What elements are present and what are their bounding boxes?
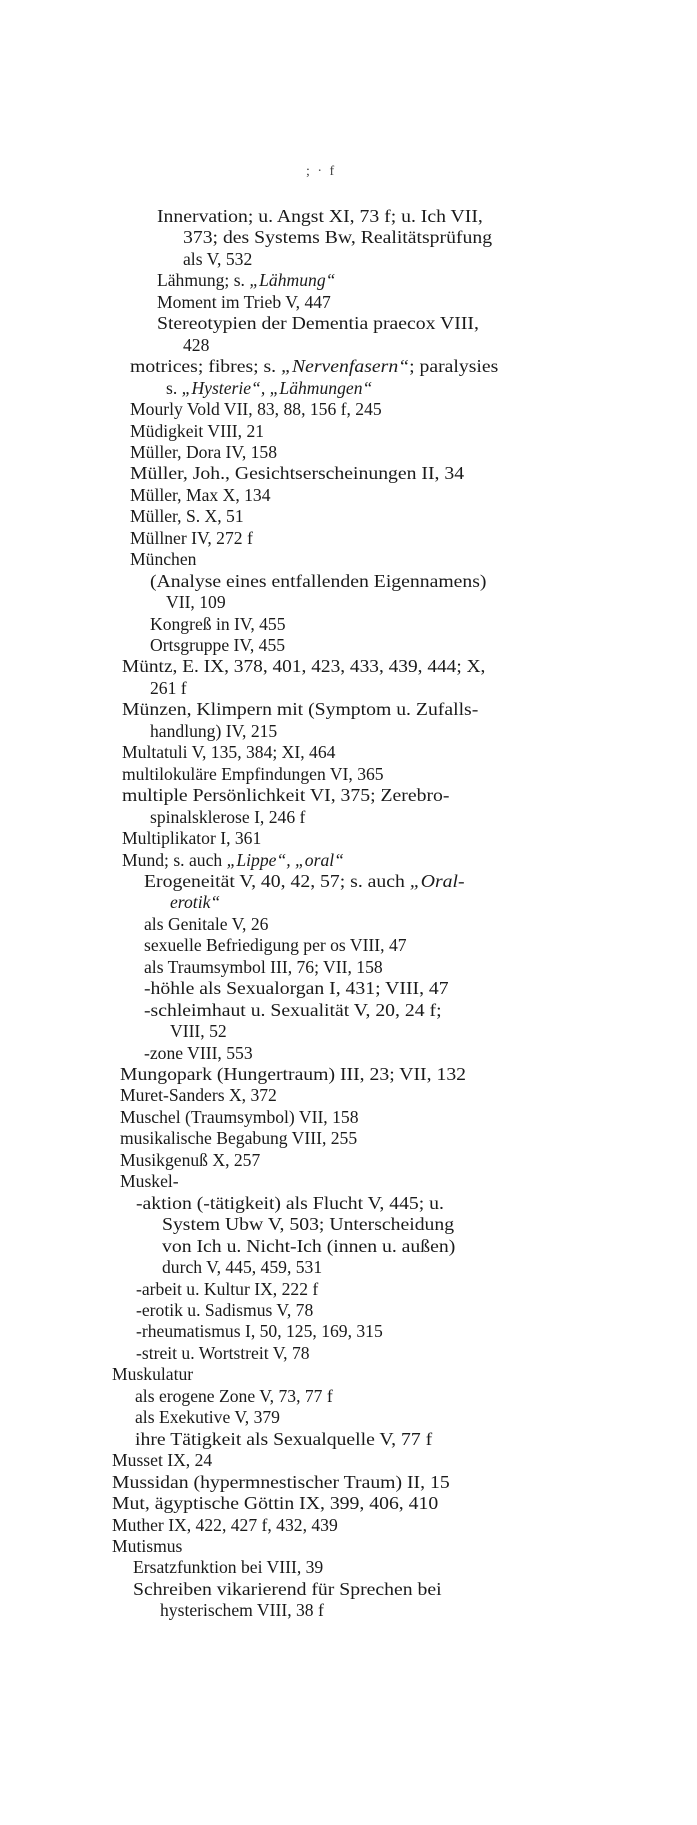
index-line bbox=[112, 1493, 438, 1513]
index-text: Kongreß in IV, 455 bbox=[150, 613, 286, 634]
index-text: ; paralysies bbox=[409, 356, 499, 377]
index-line bbox=[130, 463, 464, 483]
index-line bbox=[144, 935, 407, 955]
index-text: Mourly Vold VII, 83, 88, 156 f, 245 bbox=[130, 399, 382, 419]
index-line bbox=[162, 1257, 322, 1277]
index-line bbox=[183, 227, 492, 247]
index-line bbox=[144, 957, 383, 977]
index-text: sexuelle Befriedigung per os VIII, 47 bbox=[144, 935, 407, 956]
index-line bbox=[122, 764, 384, 784]
index-line bbox=[130, 528, 253, 548]
index-text: -schleimhaut u. Sexualität V, 20, 24 f; bbox=[144, 999, 442, 1020]
index-text: multilokuläre Empfindungen VI, 365 bbox=[122, 763, 384, 784]
index-text: 428 bbox=[183, 334, 210, 355]
index-text: Muret-Sanders X, 372 bbox=[120, 1085, 277, 1106]
index-line bbox=[130, 442, 277, 462]
index-line bbox=[130, 399, 382, 419]
index-line bbox=[122, 850, 344, 870]
index-line bbox=[112, 1472, 450, 1492]
index-line bbox=[166, 592, 226, 612]
index-text: Müller, Dora IV, 158 bbox=[130, 441, 278, 462]
index-text: 373; des Systems Bw, Realitätsprüfung bbox=[183, 227, 493, 248]
index-text: Münzen, Klimpern mit (Symptom u. Zufalls- bbox=[122, 699, 479, 720]
index-italic-text: „Lippe“, „oral“ bbox=[226, 849, 344, 870]
index-text: Müllner IV, 272 f bbox=[130, 527, 253, 548]
index-line bbox=[150, 571, 487, 591]
index-line bbox=[144, 1043, 253, 1063]
index-line bbox=[133, 1579, 442, 1599]
index-text: Muschel (Traumsymbol) VII, 158 bbox=[120, 1106, 359, 1127]
index-text: Muskulatur bbox=[112, 1364, 194, 1385]
index-line bbox=[170, 892, 220, 912]
index-line bbox=[150, 678, 187, 698]
index-text: Moment im Trieb V, 447 bbox=[157, 291, 331, 312]
index-text: -streit u. Wortstreit V, 78 bbox=[136, 1342, 310, 1363]
index-text: -zone VIII, 553 bbox=[144, 1042, 253, 1063]
index-line bbox=[136, 1343, 310, 1363]
index-line bbox=[122, 828, 261, 848]
index-line bbox=[133, 1557, 323, 1577]
index-line bbox=[112, 1450, 212, 1470]
index-line bbox=[144, 978, 449, 998]
index-text: -höhle als Sexualorgan I, 431; VIII, 47 bbox=[144, 978, 449, 999]
index-line bbox=[150, 614, 286, 634]
index-text: Müller, Max X, 134 bbox=[130, 484, 271, 505]
index-text: Mutismus bbox=[112, 1535, 183, 1556]
index-text: Mut, ägyptische Göttin IX, 399, 406, 410 bbox=[112, 1493, 439, 1513]
index-line bbox=[130, 356, 498, 376]
index-line bbox=[120, 1107, 359, 1127]
index-text: durch V, 445, 459, 531 bbox=[162, 1257, 323, 1277]
index-line bbox=[183, 249, 252, 269]
index-text: Lähmung; s. bbox=[157, 270, 250, 291]
index-text: München bbox=[130, 549, 197, 570]
index-italic-text: „Lähmung“ bbox=[249, 270, 336, 291]
index-text: Musikgenuß X, 257 bbox=[120, 1149, 261, 1170]
index-text: Muther IX, 422, 427 f, 432, 439 bbox=[112, 1514, 338, 1535]
index-line bbox=[135, 1407, 280, 1427]
index-text: ihre Tätigkeit als Sexualquelle V, 77 f bbox=[135, 1428, 433, 1449]
index-line bbox=[162, 1214, 454, 1234]
index-text: VIII, 52 bbox=[170, 1021, 227, 1042]
index-text: VII, 109 bbox=[166, 592, 226, 613]
index-line bbox=[135, 1386, 333, 1406]
index-line bbox=[162, 1236, 455, 1256]
index-text: als Exekutive V, 379 bbox=[135, 1407, 280, 1428]
index-line bbox=[136, 1300, 313, 1320]
index-text: handlung) IV, 215 bbox=[150, 720, 278, 741]
index-text: 261 f bbox=[150, 677, 187, 698]
page-marker: ; · f bbox=[306, 164, 337, 179]
index-text: Ersatzfunktion bei VIII, 39 bbox=[133, 1557, 324, 1578]
index-text: Müller, Joh., Gesichtserscheinungen II, 34 bbox=[130, 463, 465, 484]
index-line bbox=[112, 1364, 193, 1384]
index-text: Schreiben vikarierend für Sprechen bei bbox=[133, 1578, 442, 1599]
index-text: Muskel- bbox=[120, 1171, 179, 1192]
index-line bbox=[150, 721, 277, 741]
index-line bbox=[112, 1536, 182, 1556]
index-line bbox=[170, 1021, 227, 1041]
index-text: Mund; s. auch bbox=[122, 849, 227, 870]
index-line bbox=[122, 656, 485, 676]
index-line bbox=[120, 1064, 466, 1084]
index-line bbox=[166, 378, 372, 398]
index-text: Ortsgruppe IV, 455 bbox=[150, 635, 286, 655]
index-text: -aktion (-tätigkeit) als Flucht V, 445; u. bbox=[136, 1192, 444, 1213]
index-text: Musset IX, 24 bbox=[112, 1450, 213, 1471]
index-text: Müdigkeit VIII, 21 bbox=[130, 420, 265, 441]
index-text: Multatuli V, 135, 384; XI, 464 bbox=[122, 742, 336, 763]
index-line bbox=[150, 635, 285, 655]
index-line bbox=[120, 1085, 277, 1105]
index-line bbox=[150, 807, 305, 827]
index-text: Mussidan (hypermnestischer Traum) II, 15 bbox=[112, 1471, 450, 1492]
index-line bbox=[136, 1193, 444, 1213]
index-line bbox=[130, 549, 196, 569]
index-line bbox=[122, 742, 335, 762]
index-line bbox=[144, 1000, 442, 1020]
index-line bbox=[136, 1321, 383, 1341]
index-text: motrices; fibres; s. bbox=[130, 356, 282, 377]
index-line bbox=[122, 785, 449, 805]
index-text: als Genitale V, 26 bbox=[144, 913, 269, 934]
index-italic-text: erotik“ bbox=[170, 892, 221, 913]
index-text: s. bbox=[166, 377, 182, 398]
index-line bbox=[122, 699, 478, 719]
index-text: als erogene Zone V, 73, 77 f bbox=[135, 1385, 333, 1406]
index-line bbox=[130, 421, 264, 441]
index-text: von Ich u. Nicht-Ich (innen u. außen) bbox=[162, 1235, 456, 1256]
index-line bbox=[157, 292, 331, 312]
index-text: -rheumatismus I, 50, 125, 169, 315 bbox=[136, 1321, 383, 1342]
index-line bbox=[144, 871, 465, 891]
index-text: -erotik u. Sadismus V, 78 bbox=[136, 1300, 314, 1320]
index-text: (Analyse eines entfallenden Eigennamens) bbox=[150, 570, 487, 591]
index-text: System Ubw V, 503; Unterscheidung bbox=[162, 1214, 455, 1235]
index-text: -arbeit u. Kultur IX, 222 f bbox=[136, 1278, 319, 1299]
index-text: Multiplikator I, 361 bbox=[122, 828, 262, 848]
index-text: als Traumsymbol III, 76; VII, 158 bbox=[144, 956, 383, 977]
index-text: Müller, S. X, 51 bbox=[130, 506, 244, 527]
index-line bbox=[160, 1600, 324, 1620]
index-line bbox=[157, 206, 483, 226]
index-text: Stereotypien der Dementia praecox VIII, bbox=[157, 313, 479, 334]
index-line bbox=[183, 335, 209, 355]
index-line bbox=[136, 1279, 318, 1299]
index-line bbox=[120, 1171, 179, 1191]
index-text: als V, 532 bbox=[183, 248, 253, 269]
index-line bbox=[120, 1150, 260, 1170]
index-text: Erogeneität V, 40, 42, 57; s. auch bbox=[144, 870, 410, 891]
index-text: hysterischem VIII, 38 f bbox=[160, 1600, 324, 1621]
index-text: Müntz, E. IX, 378, 401, 423, 433, 439, 444; X, bbox=[122, 656, 486, 677]
index-text: Innervation; u. Angst XI, 73 f; u. Ich VII, bbox=[157, 206, 483, 226]
index-line bbox=[157, 313, 479, 333]
index-italic-text: „Hysterie“, „Lähmungen“ bbox=[181, 377, 373, 398]
index-italic-text: „Nervenfasern“ bbox=[281, 356, 410, 377]
index-line bbox=[120, 1128, 357, 1148]
index-line bbox=[157, 270, 335, 290]
index-line bbox=[144, 914, 268, 934]
index-text: musikalische Begabung VIII, 255 bbox=[120, 1128, 358, 1149]
index-italic-text: „Oral- bbox=[409, 870, 465, 891]
index-line bbox=[130, 485, 271, 505]
index-text: multiple Persönlichkeit VI, 375; Zerebro- bbox=[122, 785, 450, 806]
index-line bbox=[130, 506, 244, 526]
index-text: spinalsklerose I, 246 f bbox=[150, 806, 306, 827]
index-line bbox=[135, 1429, 432, 1449]
index-text: Mungopark (Hungertraum) III, 23; VII, 132 bbox=[120, 1064, 467, 1084]
index-line bbox=[112, 1515, 338, 1535]
